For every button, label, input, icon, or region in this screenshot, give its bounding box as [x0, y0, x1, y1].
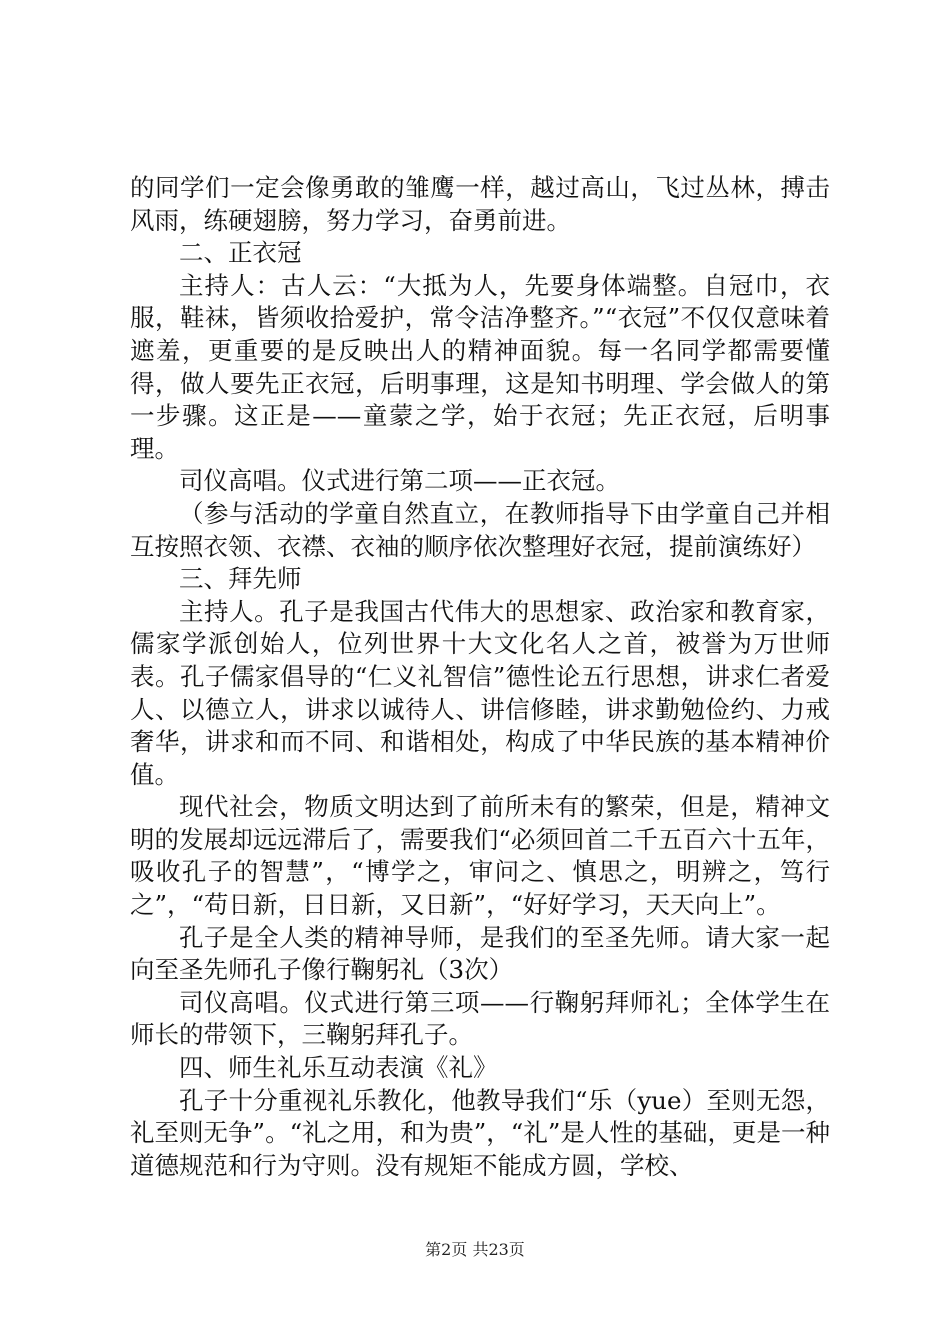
page-footer: 第2页 共23页 [425, 1240, 525, 1259]
paragraph: 四、师生礼乐互动表演《礼》 [179, 1053, 498, 1083]
paragraph: 的同学们一定会像勇敢的雏鹰一样，越过高山，飞过丛林，搏击风雨，练硬翅膀，努力学习，奋勇前进。 [130, 173, 830, 235]
paragraph: 主持人。孔子是我国古代伟大的思想家、政治家和教育家，儒家学派创始人，位列世界十大文化名人之首，被誉为万世师表。孔子儒家倡导的“仁义礼智信”德性论五行思想，讲求仁者爱人、以德立人，讲求以诚待人、讲信修睦，讲求勤勉俭约、力戒奢华，讲求和而不同、和谐相处，构成了中华民族的基本精神价值。 [130, 596, 830, 789]
paragraph: 司仪高唱。仪式进行第二项——正衣冠。 [179, 466, 620, 496]
paragraph: 三、拜先师 [179, 564, 302, 594]
paragraph: 现代社会，物质文明达到了前所未有的繁荣，但是，精神文明的发展却远远滞后了，需要我们“必须回首二千五百六十五年，吸收孔子的智慧”，“博学之，审问之、慎思之，明辨之，笃行之”，“苟日新，日日新，又日新”，“好好学习，天天向上”。 [130, 792, 830, 920]
document-body [130, 172, 830, 1182]
paragraph: 孔子十分重视礼乐教化，他教导我们“乐（yue）至则无怨，礼至则无争”。“礼之用，和为贵”，“礼”是人性的基础，更是一种道德规范和行为守则。没有规矩不能成方圆，学校、 [130, 1085, 830, 1180]
paragraph: （参与活动的学童自然直立，在教师指导下由学童自己并相互按照衣领、衣襟、衣袖的顺序依次整理好衣冠，提前演练好） [130, 498, 830, 561]
paragraph: 司仪高唱。仪式进行第三项——行鞠躬拜师礼；全体学生在师长的带领下，三鞠躬拜孔子。 [130, 987, 830, 1050]
paragraph: 孔子是全人类的精神导师，是我们的至圣先师。请大家一起向至圣先师孔子像行鞠躬礼（3次） [130, 922, 830, 985]
paragraph: 主持人：古人云：“大抵为人，先要身体端整。自冠巾，衣服，鞋袜，皆须收拾爱护，常令洁净整齐。”“衣冠”不仅仅意味着遮羞，更重要的是反映出人的精神面貌。每一名同学都需要懂得，做人要先正衣冠，后明事理，这是知书明理、学会做人的第一步骤。这正是——童蒙之学，始于衣冠；先正衣冠，后明事理。 [130, 270, 830, 463]
paragraph: 二、正衣冠 [179, 238, 302, 268]
